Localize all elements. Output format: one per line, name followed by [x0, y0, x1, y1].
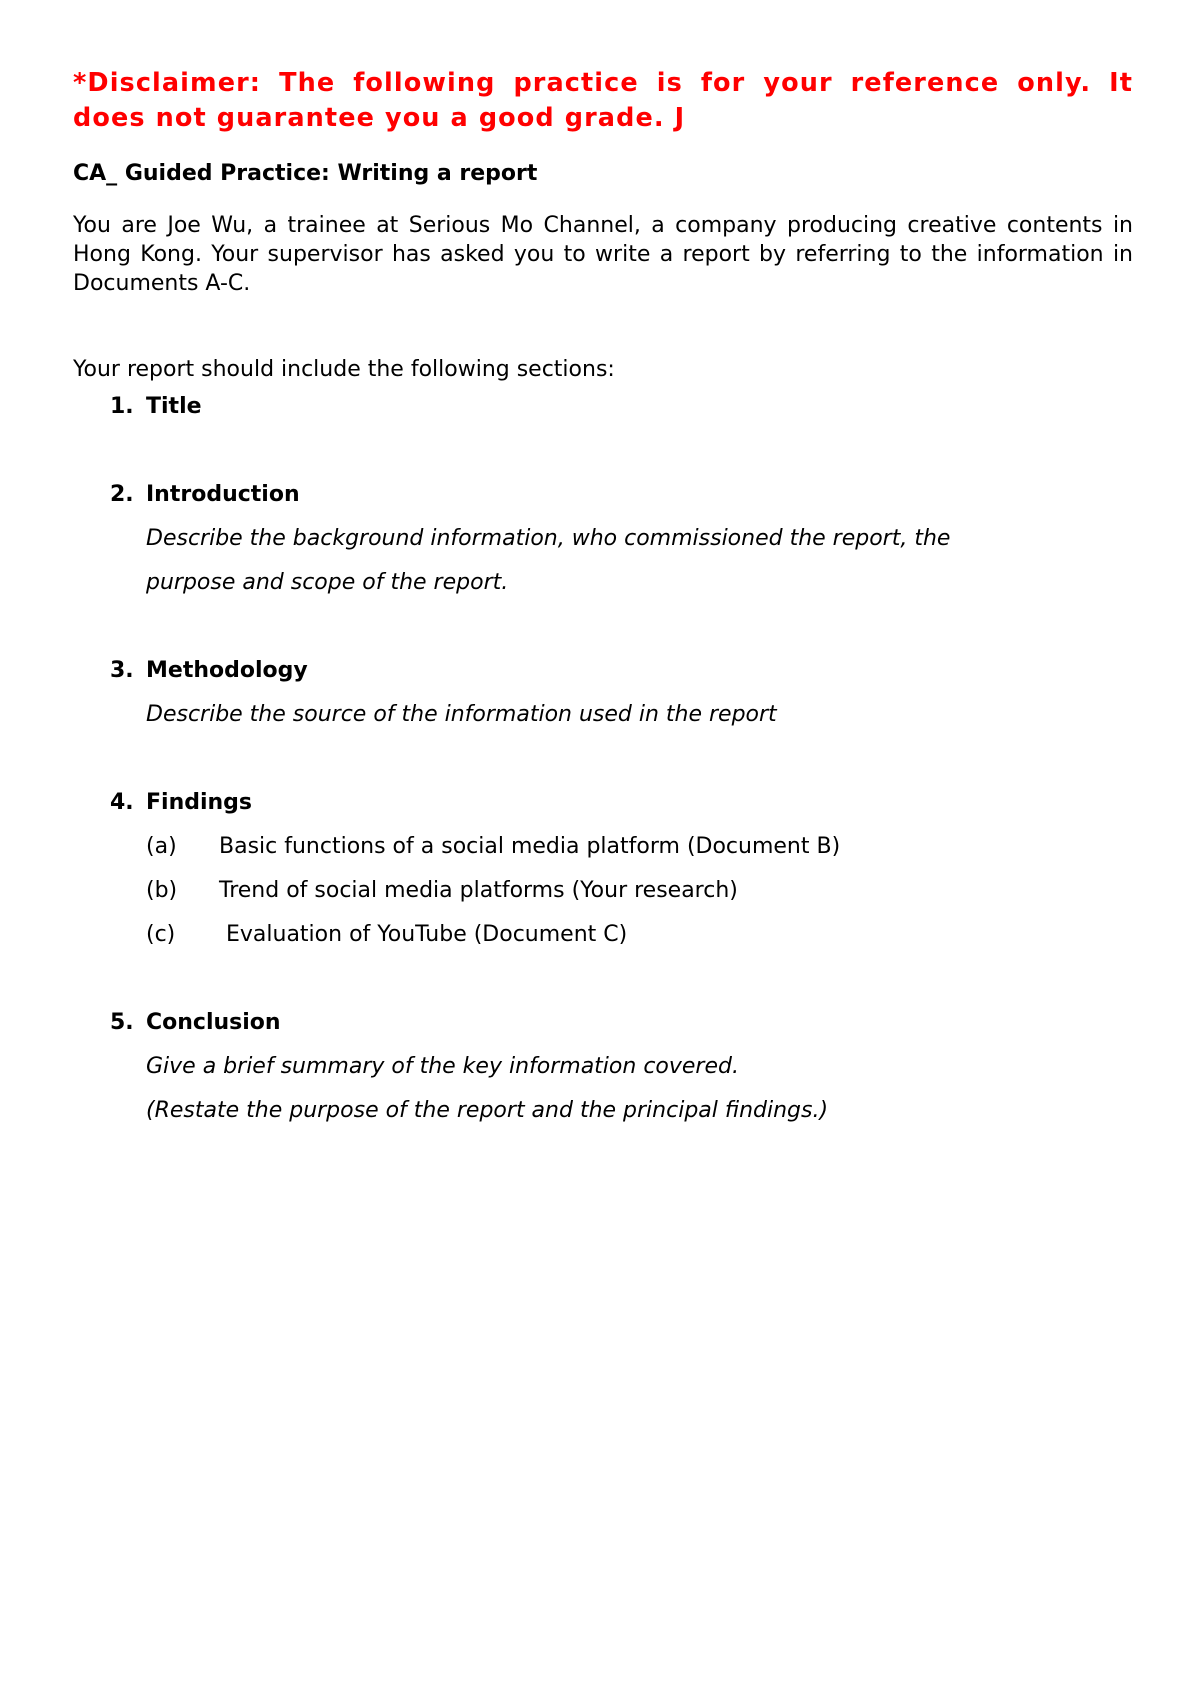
- sections-lead: Your report should include the following sections:: [73, 357, 615, 382]
- section-description: Describe the source of the information used in the report: [146, 702, 777, 727]
- disclaimer: *Disclaimer: The following practice is for your reference only. It does not guarantee you a good grade. J: [73, 68, 1133, 133]
- section-description: Give a brief summary of the key information covered.: [146, 1054, 739, 1079]
- section-findings: [73, 781, 1133, 1001]
- document-content: [73, 66, 1133, 1133]
- section-conclusion: [73, 1001, 1133, 1133]
- section-heading: Methodology: [146, 658, 308, 683]
- finding-label: (a): [146, 834, 177, 859]
- section-description: purpose and scope of the report.: [146, 570, 509, 595]
- finding-text: Basic functions of a social media platform (Document B): [219, 834, 841, 859]
- section-description: Describe the background information, who commissioned the report, the: [146, 526, 951, 551]
- section-number: 1.: [110, 394, 134, 419]
- section-number: 2.: [110, 482, 134, 507]
- section-title: [73, 385, 1133, 473]
- finding-label: (c): [146, 922, 176, 947]
- section-methodology: [73, 649, 1133, 781]
- finding-text: Evaluation of YouTube (Document C): [219, 922, 628, 947]
- document-title: CA_ Guided Practice: Writing a report: [73, 161, 538, 186]
- section-number: 3.: [110, 658, 134, 683]
- section-heading: Conclusion: [146, 1010, 281, 1035]
- section-description: (Restate the purpose of the report and the principal findings.): [146, 1098, 829, 1123]
- section-number: 5.: [110, 1010, 134, 1035]
- finding-item: [146, 825, 1133, 869]
- section-heading: Findings: [146, 790, 253, 815]
- section-number: 4.: [110, 790, 134, 815]
- section-heading: Title: [146, 394, 202, 419]
- finding-text: Trend of social media platforms (Your research): [219, 878, 738, 903]
- finding-item: [146, 913, 1133, 957]
- section-heading: Introduction: [146, 482, 300, 507]
- finding-label: (b): [146, 878, 178, 903]
- intro-paragraph: You are Joe Wu, a trainee at Serious Mo Channel, a company producing creative contents in Hong Kong. Your supervisor has asked you to write a report by referring to the information in Documents A-C.: [73, 213, 1133, 296]
- findings-list: [146, 825, 1133, 957]
- finding-item: [146, 869, 1133, 913]
- sections-list: [73, 385, 1133, 1133]
- section-introduction: [73, 473, 1133, 649]
